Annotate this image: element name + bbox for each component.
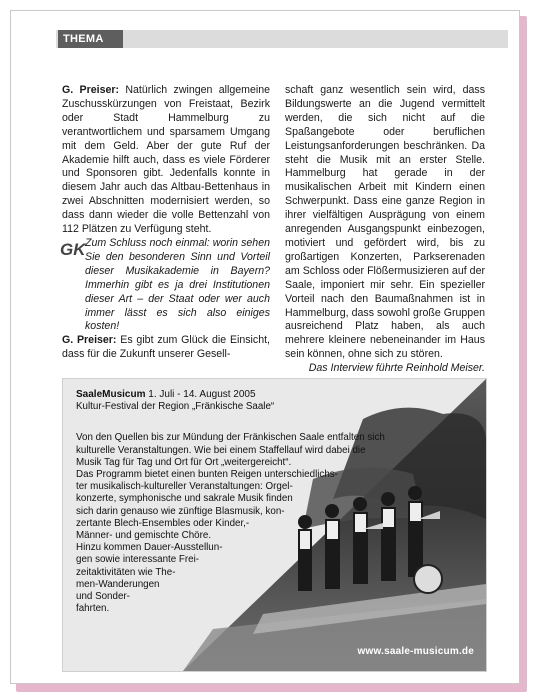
description-line: Hinzu kommen Dauer-Ausstellun- — [76, 542, 223, 554]
answer-text: Es gibt zum Glück die Einsicht, dass für die Zukunft unserer Gesell- — [62, 334, 270, 361]
festival-subtitle: Kultur-Festival der Region „Fränkische Saale“ — [76, 401, 275, 413]
festival-url: www.saale-musicum.de — [357, 646, 474, 657]
description-line: fahrten. — [76, 603, 110, 615]
description-line: gen sowie interessante Frei- — [76, 554, 200, 566]
description-line: men-Wanderungen — [76, 578, 160, 590]
text-column-left — [62, 84, 270, 362]
description-line: zeitaktivitäten wie The- — [76, 566, 176, 578]
description-line: Musik Tag für Tag und Ort für Ort „weitergereicht“. — [76, 456, 292, 468]
gk-logo-text: GK — [60, 239, 86, 259]
section-header-bar — [56, 30, 508, 48]
speaker-label: G. Preiser: — [62, 84, 119, 96]
section-label: THEMA — [58, 30, 123, 48]
description-line: Männer- und gemischte Chöre. — [76, 530, 212, 542]
description-line: kulturelle Veranstaltungen. Wie bei einem Staffellauf wird dabei die — [76, 444, 366, 456]
answer-continuation: schaft ganz wesentlich sein wird, dass Bildungswerte an die Jugend vermittelt werden, die sich nicht auf die Spaßangebote oder beruflichen Leistungsanforderungen beschränken. Da steht die Musik mit an erster Stelle. Hammelburg hat gerade in der musikalischen Arbeit mit Kindern einen Schwerpunkt. Dass eine ganze Region in ihrer vielfältigen Ausprägung von einem anregenden Ausgangspunkt einbezogen, motiviert und gefördert wird, bis zu großartigen Konzerten, Parkserenaden am Schloss oder Flößermusizieren auf der Saale, imponiert mir sehr. Ein spezieller Vorteil nach den Baumaßnahmen ist in Hammelburg, dass sowohl große Gruppen ausreichend Platz haben, als auch mehrere kleinere nebeneinander im Haus sein können, ohne sich zu stören. — [285, 84, 485, 361]
description-line: Von den Quellen bis zur Mündung der Fränkischen Saale entfalten sich — [76, 432, 385, 444]
answer-paragraph — [62, 334, 270, 362]
festival-heading — [76, 389, 406, 401]
answer-paragraph — [62, 84, 270, 237]
description-line: und Sonder- — [76, 591, 130, 603]
description-line: zertante Blech-Ensembles oder Kinder,- — [76, 517, 250, 529]
description-line: konzerte, symphonische und sakrale Musik finden — [76, 493, 293, 505]
description-line: sich darin genauso wie zünftige Blasmusik, kon- — [76, 505, 285, 517]
festival-text — [76, 389, 406, 615]
speaker-label: G. Preiser: — [62, 334, 117, 347]
interview-credit: Das Interview führte Reinhold Meiser. — [308, 362, 485, 375]
gk-logo — [60, 239, 86, 259]
question-text: Zum Schluss noch einmal: worin sehen Sie den besonderen Sinn und Vorteil dieser Musikakademie in Bayern? Immerhin gibt es ja drei Institutionen dieser Art – der Staat oder wer auch immer lässt es sich also einiges kosten! — [85, 236, 270, 333]
text-column-right — [285, 84, 485, 376]
festival-dates: 1. Juli - 14. August 2005 — [145, 389, 256, 400]
interviewer-question — [62, 237, 270, 334]
answer-text: Natürlich zwingen allgemeine Zuschusskürzungen von Freistaat, Bezirk oder Stadt Hammelburg zu verantwortlichem und sparsamem Umgang mit dem Geld. Aber der gute Ruf der Akademie hilft auch, dass es viele Förderer und Sponsoren gibt. Jedenfalls konnte in diesem Jahr auch das Altbau-Bettenhaus in zwei Abschnitten modernisiert werden, so dass dann wieder die volle Bettenzahl von 112 Plätzen zu Verfügung steht. — [62, 84, 270, 236]
festival-description — [76, 432, 406, 615]
saalemusicum-box — [62, 378, 487, 672]
festival-title: SaaleMusicum — [76, 389, 146, 400]
description-line: Das Programm bietet einen bunten Reigen unterschiedlichs- — [76, 469, 338, 481]
description-line: ter musikalisch-kultureller Veranstaltungen: Orgel- — [76, 481, 293, 493]
